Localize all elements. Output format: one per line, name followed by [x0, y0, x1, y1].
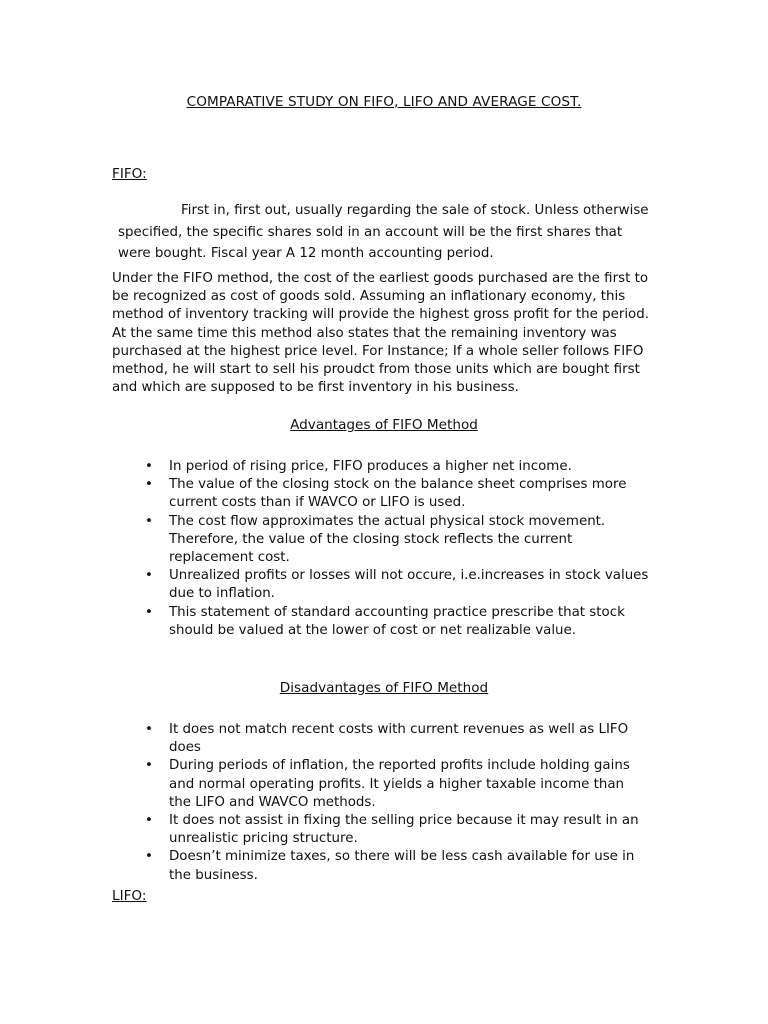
fifo-intro-line: specified, the specific shares sold in an account will be the first shares that [118, 224, 623, 240]
bullet-icon: • [145, 513, 153, 529]
bullet-icon: • [145, 758, 153, 774]
list-item: • Unrealized profits or losses will not occure, i.e.increases in stock values due to inflation. [145, 568, 649, 602]
fifo-intro-line: First in, first out, usually regarding the sale of stock. Unless otherwise [181, 203, 649, 218]
bullet-icon: • [145, 459, 153, 474]
list-item: • The cost flow approximates the actual physical stock movement. Therefore, the value of the closing stock reflects the current replacement cost. [145, 513, 606, 566]
bullet-icon: • [145, 849, 153, 865]
fifo-intro [118, 200, 678, 265]
bullet-icon: • [145, 568, 153, 584]
list-item: • During periods of inflation, the reported profits include holding gains and normal operating profits. It yields a higher taxable income than the LIFO and WAVCO methods. [145, 758, 630, 810]
list-item: • Doesn’t minimize taxes, so there will be less cash available for use in the business. [145, 849, 635, 883]
advantages-heading: Advantages of FIFO Method [290, 417, 478, 433]
list-item: • This statement of standard accounting practice prescribe that stock should be valued at the lower of cost or net realizable value. [145, 604, 625, 638]
advantages-list [0, 458, 768, 640]
disadvantages-heading: Disadvantages of FIFO Method [279, 680, 489, 696]
list-item: • The value of the closing stock on the balance sheet comprises more current costs than if WAVCO or LIFO is used. [145, 477, 627, 511]
lifo-heading: LIFO: [112, 888, 147, 904]
bullet-icon: • [145, 722, 153, 737]
page-title: COMPARATIVE STUDY ON FIFO, LIFO AND AVERAGE COST. [186, 94, 582, 110]
fifo-intro-line: were bought. Fiscal year A 12 month accounting period. [118, 246, 494, 261]
bullet-icon: • [145, 813, 153, 829]
disadvantages-list [0, 721, 768, 885]
list-item: • It does not assist in fixing the selling price because it may result in an unrealistic pricing structure. [145, 813, 639, 847]
fifo-heading: FIFO: [112, 166, 147, 182]
list-item: • It does not match recent costs with current revenues as well as LIFO does [145, 722, 629, 756]
fifo-paragraph: Under the FIFO method, the cost of the earliest goods purchased are the first to be recognized as cost of goods sold. Assuming an inflationary economy, this method of inventory tracking will provide the highest gross profit for the period. At the same time this method also states that the remaining inventory was purchased at the highest price level. For Instance; If a whole seller follows FIFO method, he will start to sell his proudct from those units which are bought first and which are supposed to be first inventory in his business. [112, 271, 649, 396]
list-item: • In period of rising price, FIFO produces a higher net income. [0, 458, 649, 476]
bullet-icon: • [145, 477, 153, 493]
bullet-icon: • [145, 604, 153, 620]
